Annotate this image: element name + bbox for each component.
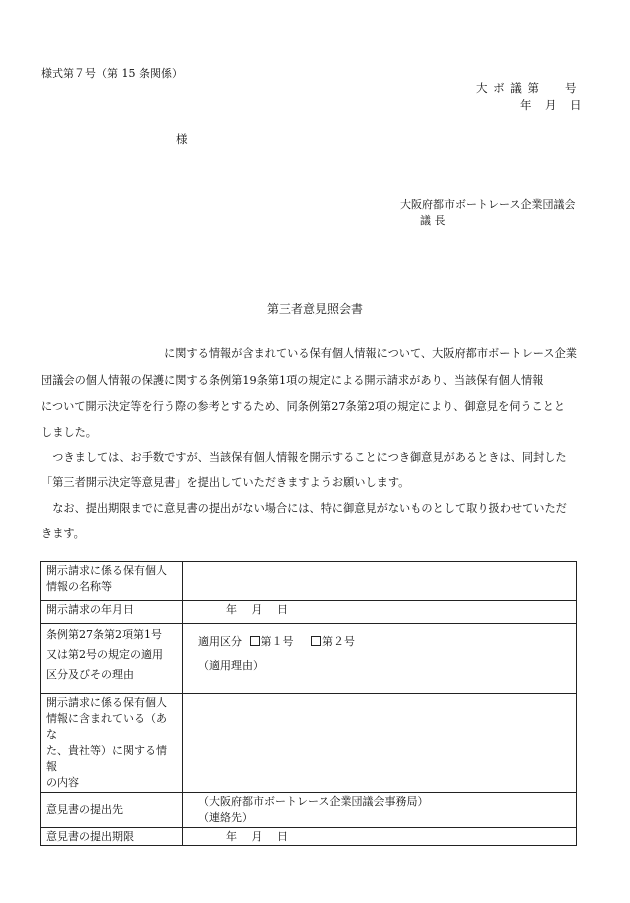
label-line: 条例第27条第2項第1号 (46, 628, 162, 641)
table-row (41, 827, 577, 846)
checkbox-option-2[interactable] (311, 636, 321, 646)
deadline-date-value: 年 月 日 (226, 829, 288, 843)
option-item-1[interactable] (250, 635, 294, 648)
sender-title: 議 長 (420, 214, 446, 227)
document-date: 年 月 日 (520, 98, 583, 112)
table-row (41, 792, 577, 827)
table-row (41, 562, 577, 601)
table-label-cell: 開示請求の年月日 (41, 601, 183, 624)
label-line: た、貴社等）に関する情報 (46, 743, 167, 773)
label-line: 情報に含まれている（あな (46, 711, 167, 741)
table-row (41, 601, 577, 624)
label-line: 開示請求に係る保有個人 (46, 564, 167, 577)
option-2-label: 第２号 (322, 635, 355, 648)
label-line: 区分及びその理由 (46, 668, 134, 681)
table-value-cell (183, 601, 577, 624)
application-reason: （適用理由） (198, 659, 264, 672)
body-line: について開示決定等を行う際の参考とするため、同条例第27条第2項の規定により、御意見を伺うことと (41, 400, 566, 413)
information-table (40, 561, 577, 846)
body-line: なお、提出期限までに意見書の提出がない場合には、特に御意見がないものとして取り扱わせていただ (41, 502, 567, 515)
table-value-cell (183, 792, 577, 827)
body-line: きます。 (41, 527, 85, 540)
body-line: しました。 (41, 426, 97, 439)
form-number: 様式第７号（第 15 条関係） (41, 67, 183, 80)
contact-info: （連絡先） (198, 810, 253, 824)
body-line: 団議会の個人情報の保護に関する条例第19条第1項の規定による開示請求があり、当該保有個人情報 (41, 374, 544, 387)
body-line: つきましては、お手数ですが、当該保有個人情報を開示することにつき御意見があるときは、同封した (41, 451, 567, 464)
table-row (41, 624, 577, 694)
recipient-suffix: 様 (176, 132, 188, 146)
table-label-cell (41, 624, 183, 694)
application-category (188, 630, 571, 654)
table-label-cell: 意見書の提出先 (41, 792, 183, 827)
option-item-2[interactable] (311, 635, 355, 648)
label-line: 開示請求に係る保有個人 (46, 696, 167, 709)
table-label-cell (41, 562, 183, 601)
label-line: 情報の名称等 (46, 579, 112, 593)
sender-organization: 大阪府都市ボートレース企業団議会 (400, 198, 576, 211)
body-line: に関する情報が含まれている保有個人情報について、大阪府都市ボートレース企業 (41, 347, 577, 360)
option-1-label: 第１号 (260, 635, 294, 648)
table-label-cell: 意見書の提出期限 (41, 827, 183, 846)
table-value-cell (183, 827, 577, 846)
table-label-cell (41, 694, 183, 793)
table-value-cell (183, 624, 577, 694)
checkbox-option-1[interactable] (250, 636, 260, 646)
table-value-cell (183, 694, 577, 793)
body-line: 「第三者開示決定等意見書」を提出していただきますようお願いします。 (41, 476, 410, 489)
document-title: 第三者意見照会書 (266, 302, 363, 316)
table-row (41, 694, 577, 793)
table-value-cell (183, 562, 577, 601)
label-line: の内容 (46, 775, 79, 789)
submission-office: （大阪府都市ボートレース企業団議会事務局） (198, 794, 429, 808)
request-date-value: 年 月 日 (226, 603, 288, 616)
document-number: 大 ボ 議 第 号 (476, 81, 578, 95)
category-prefix: 適用区分 (198, 635, 242, 648)
label-line: 又は第2号の規定の適用 (46, 648, 163, 661)
